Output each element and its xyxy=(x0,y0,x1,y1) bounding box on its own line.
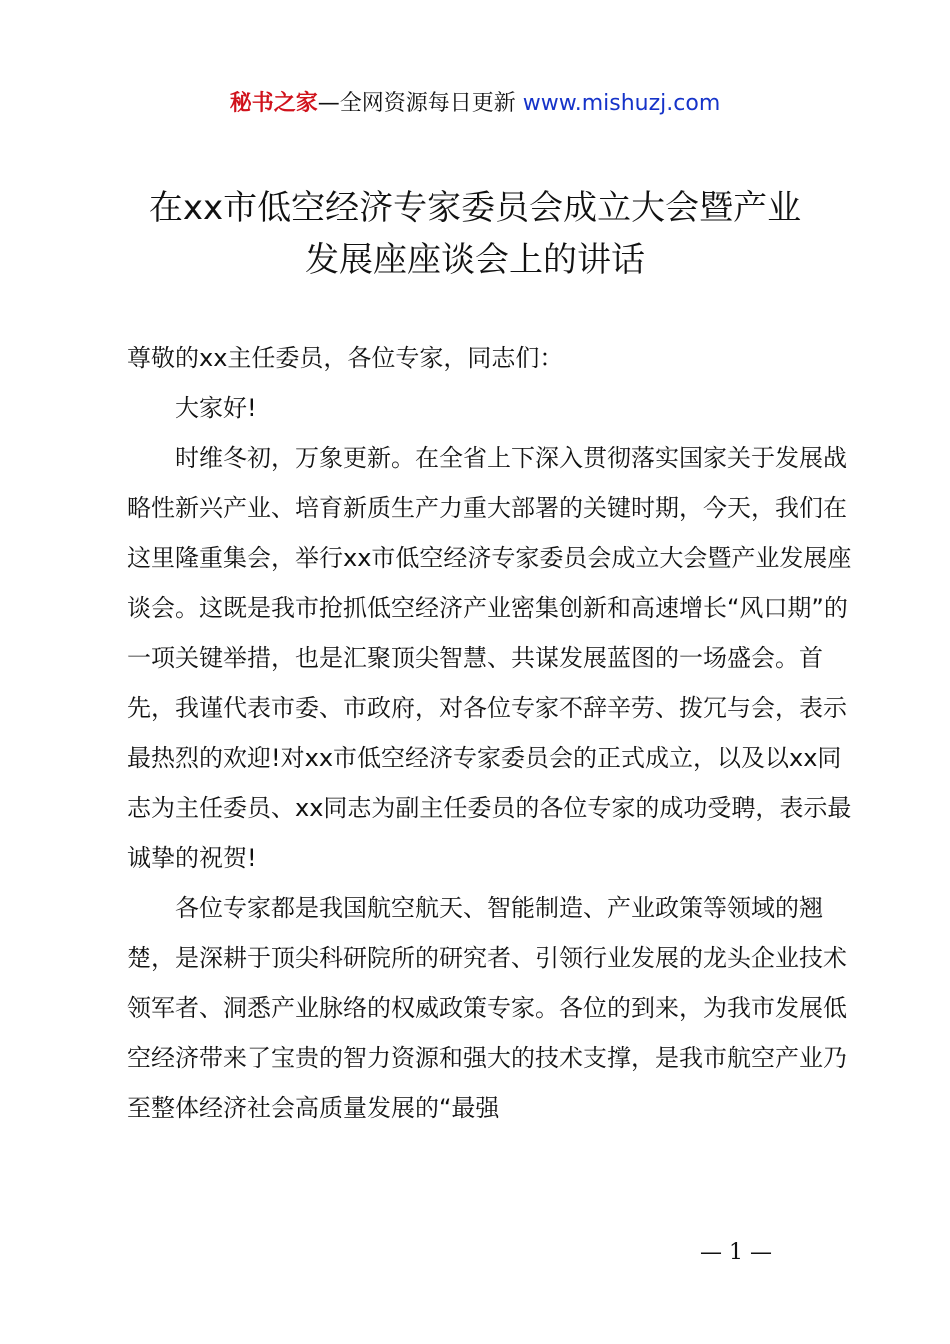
page-number: — 1 — xyxy=(700,1240,772,1265)
title-line-2: 发展座座谈会上的讲话 xyxy=(305,240,645,280)
title-line-1: 在xx市低空经济专家委员会成立大会暨产业 xyxy=(148,188,802,228)
paragraph-greeting: 大家好! xyxy=(175,394,257,422)
document-title xyxy=(60,182,890,286)
salutation: 尊敬的xx主任委员，各位专家，同志们： xyxy=(127,344,564,372)
website-link[interactable]: www.mishuzj.com xyxy=(522,91,721,116)
paragraph-1: 时维冬初，万象更新。在全省上下深入贯彻落实国家关于发展战略性新兴产业、培育新质生产力重大部署的关键时期，今天，我们在这里隆重集会，举行xx市低空经济专家委员会成立大会暨产业发展座谈会。这既是我市抢抓低空经济产业密集创新和高速增长“风口期”的一项关键举措，也是汇聚顶尖智慧、共谋发展蓝图的一场盛会。首先，我谨代表市委、市政府，对各位专家不辞辛劳、拨冗与会，表示最热烈的欢迎!对xx市低空经济专家委员会的正式成立，以及以xx同志为主任委员、xx同志为副主任委员的各位专家的成功受聘，表示最诚挚的祝贺! xyxy=(127,444,852,872)
brand-name: 秘书之家 xyxy=(229,91,318,116)
header-tagline: —全网资源每日更新 xyxy=(317,91,523,116)
document-body xyxy=(127,333,857,1133)
paragraph-2: 各位专家都是我国航空航天、智能制造、产业政策等领域的翘楚，是深耕于顶尖科研院所的研究者、引领行业发展的龙头企业技术领军者、洞悉产业脉络的权威政策专家。各位的到来，为我市发展低空经济带来了宝贵的智力资源和强大的技术支撑，是我市航空产业乃至整体经济社会高质量发展的“最强 xyxy=(127,894,847,1122)
site-header xyxy=(0,88,950,120)
